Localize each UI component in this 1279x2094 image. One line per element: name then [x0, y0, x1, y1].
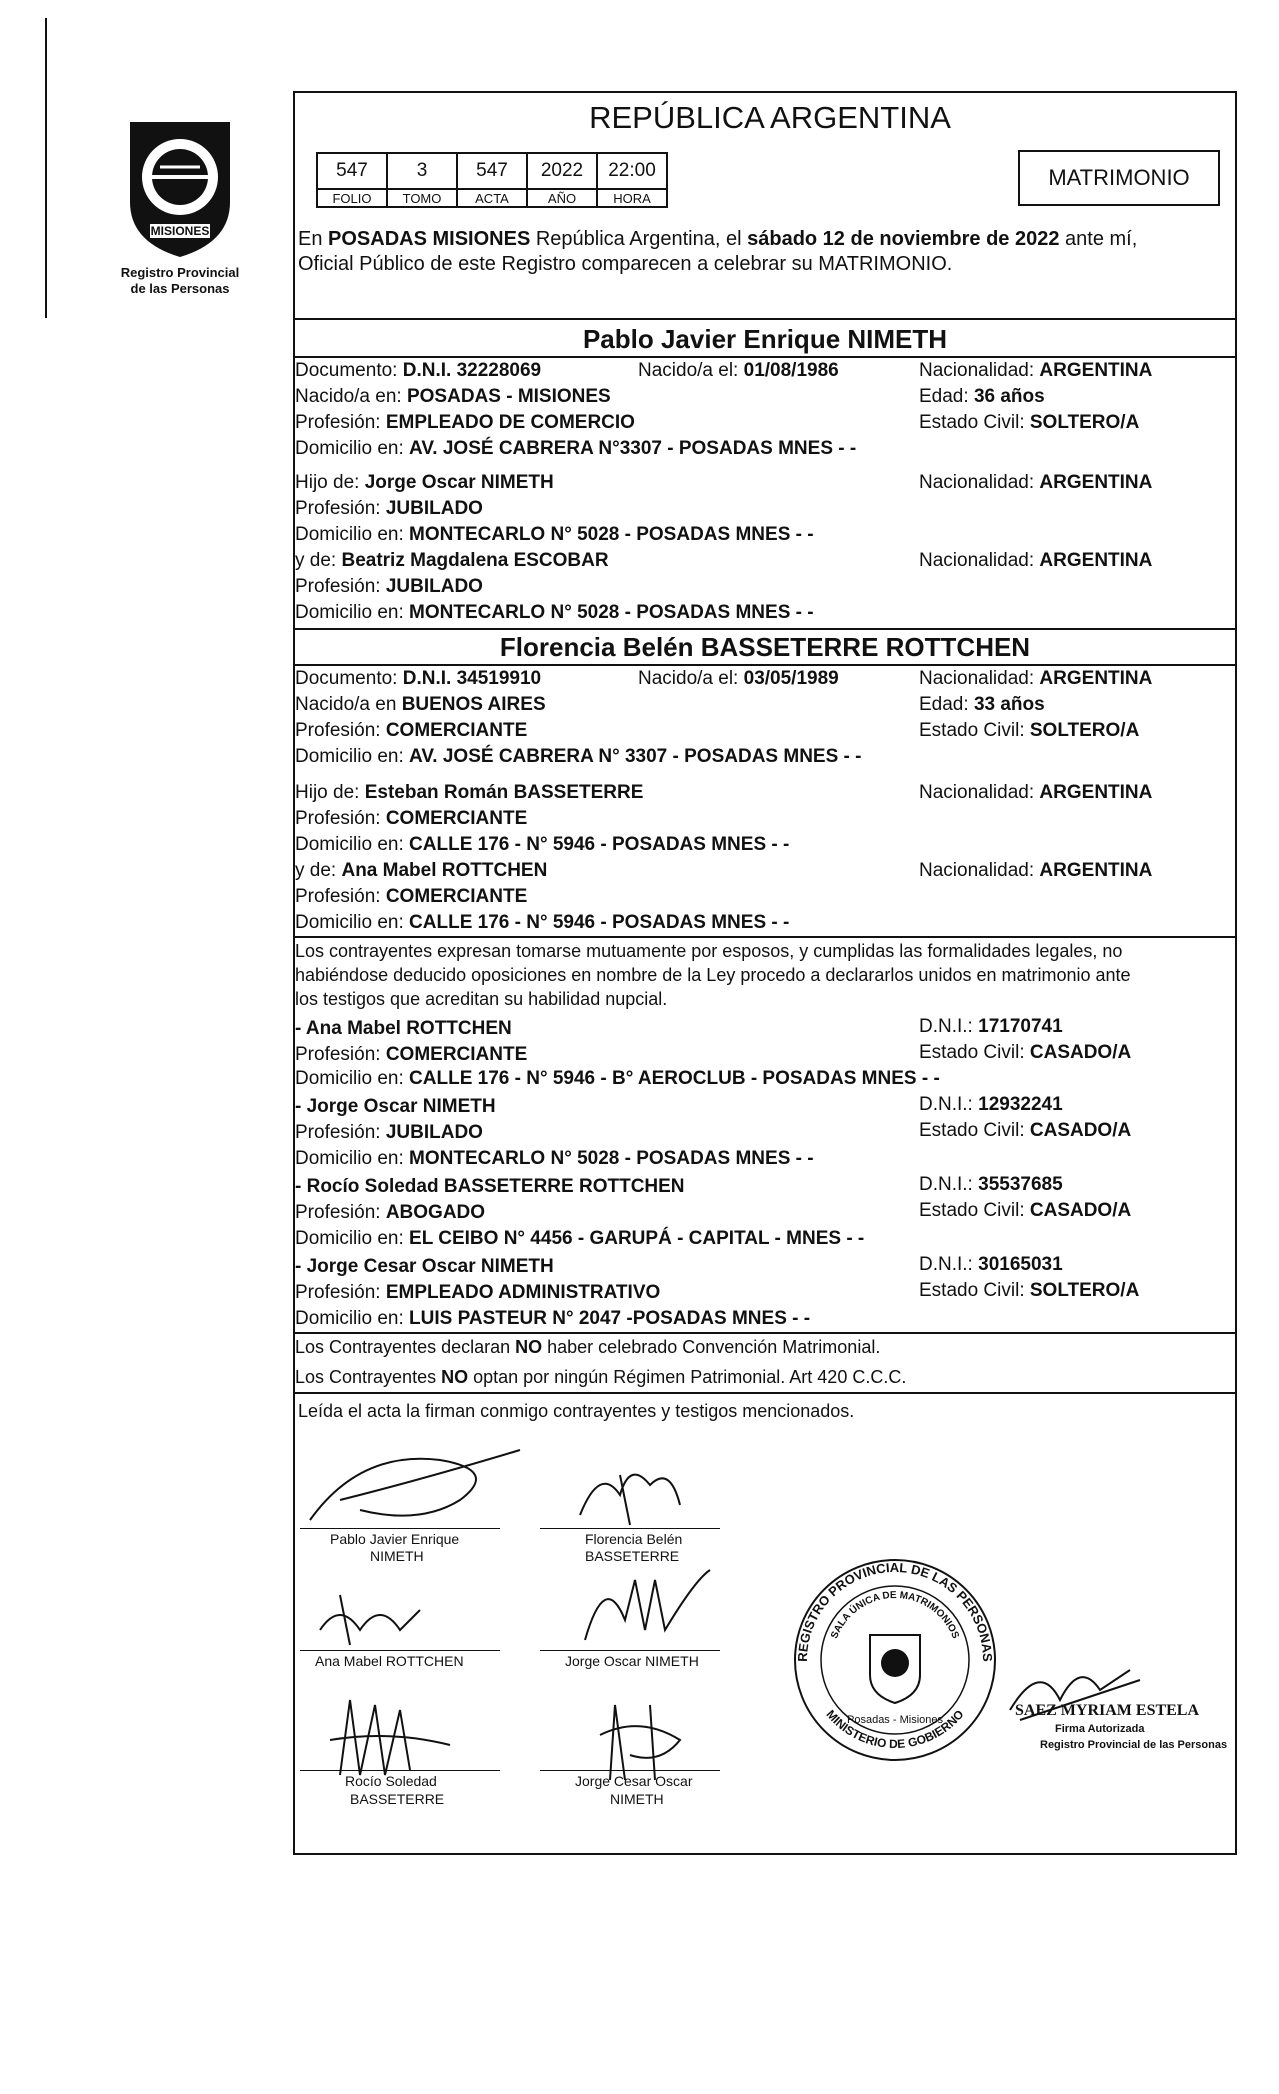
divider: [293, 1332, 1237, 1334]
divider: [293, 318, 1237, 320]
witness-name: - Jorge Cesar Oscar NIMETH: [295, 1256, 554, 1277]
witness-civil-status: Estado Civil: CASADO/A: [919, 1200, 1132, 1221]
witness-dni: D.N.I.: 35537685: [919, 1174, 1063, 1195]
witness-name: - Rocío Soledad BASSETERRE ROTTCHEN: [295, 1176, 685, 1197]
signature-label: Pablo Javier Enrique: [330, 1531, 460, 1547]
signature-line: [540, 1528, 720, 1529]
stamp-bottom-text: MINISTERIO DE GOBIERNO: [823, 1707, 967, 1752]
spouse2-mother-nationality: Nacionalidad: ARGENTINA: [919, 860, 1153, 881]
official-role: Firma Autorizada: [1055, 1723, 1145, 1735]
spouse1-profession: Profesión: EMPLEADO DE COMERCIO: [295, 412, 635, 433]
signature-label: BASSETERRE: [585, 1548, 680, 1564]
witness-address: Domicilio en: EL CEIBO N° 4456 - GARUPÁ - CAPITAL - MNES - -: [295, 1228, 865, 1249]
spouse2-name: Florencia Belén BASSETERRE ROTTCHEN: [499, 632, 1031, 662]
signature-line: [300, 1650, 500, 1651]
signature-label: NIMETH: [370, 1548, 424, 1564]
spouse1-father-nationality: Nacionalidad: ARGENTINA: [919, 472, 1153, 493]
margin-line: [45, 18, 47, 318]
official-role: Registro Provincial de las Personas: [1040, 1739, 1228, 1751]
svg-text:SALA ÚNICA DE MATRIMONIOS: [829, 1590, 961, 1641]
divider: [293, 1392, 1237, 1394]
spouse2-birthdate: Nacido/a el: 03/05/1989: [638, 668, 839, 689]
spouse2-profession: Profesión: COMERCIANTE: [295, 720, 528, 741]
spouse2-nationality: Nacionalidad: ARGENTINA: [919, 668, 1153, 689]
signature-line: [540, 1770, 720, 1771]
stamp-inner-text: SALA ÚNICA DE MATRIMONIOS: [829, 1589, 961, 1641]
intro-line2: Oficial Público de este Registro comparecen a celebrar su MATRIMONIO.: [298, 253, 953, 275]
divider: [293, 936, 1237, 938]
signature-line: [540, 1650, 720, 1651]
year-value: 2022: [527, 153, 597, 189]
seal-caption: MISIONES: [150, 224, 210, 238]
spouse1-address: Domicilio en: AV. JOSÉ CABRERA N°3307 - POSADAS MNES - -: [295, 438, 857, 459]
witness-address: Domicilio en: CALLE 176 - N° 5946 - B° AEROCLUB - POSADAS MNES - -: [295, 1068, 940, 1089]
registry-name-line2: de las Personas: [130, 281, 230, 296]
spouse2-address: Domicilio en: AV. JOSÉ CABRERA N° 3307 - POSADAS MNES - -: [295, 746, 862, 767]
stamp-ring-text: REGISTRO PROVINCIAL DE LAS PERSONAS: [794, 1559, 996, 1662]
spouse2-birthplace: Nacido/a en BUENOS AIRES: [295, 694, 546, 715]
witness-name: - Jorge Oscar NIMETH: [295, 1096, 496, 1117]
witness-profession: Profesión: ABOGADO: [295, 1202, 486, 1223]
witness-civil-status: Estado Civil: CASADO/A: [919, 1120, 1132, 1141]
spouse2-father: Hijo de: Esteban Román BASSETERRE: [295, 782, 644, 803]
declaration-line: Los contrayentes expresan tomarse mutuamente por esposos, y cumplidas las formalidades legales, no: [295, 941, 1123, 961]
registry-name-line1: Registro Provincial: [120, 265, 240, 280]
signature-scribble: [310, 1590, 430, 1655]
year-label: AÑO: [527, 189, 597, 207]
spouse1-nationality: Nacionalidad: ARGENTINA: [919, 360, 1153, 381]
signature-label: Rocío Soledad: [345, 1773, 437, 1789]
witness-dni: D.N.I.: 30165031: [919, 1254, 1063, 1275]
folio-value: 547: [317, 153, 387, 189]
spouse1-birthplace: Nacido/a en: POSADAS - MISIONES: [295, 386, 611, 407]
signature-line: [300, 1528, 500, 1529]
registry-record-table: [316, 152, 668, 208]
tomo-label: TOMO: [387, 189, 457, 207]
spouse2-mother: y de: Ana Mabel ROTTCHEN: [295, 860, 548, 881]
convention-statement: Los Contrayentes declaran NO haber celebrado Convención Matrimonial.: [295, 1337, 881, 1357]
spouse1-document: Documento: D.N.I. 32228069: [295, 360, 542, 381]
spouse1-father-address: Domicilio en: MONTECARLO N° 5028 - POSADAS MNES - -: [295, 524, 814, 545]
spouse1-age: Edad: 36 años: [919, 386, 1045, 407]
signature-label: Jorge Oscar NIMETH: [565, 1653, 699, 1669]
folio-label: FOLIO: [317, 189, 387, 207]
acta-label: ACTA: [457, 189, 527, 207]
intro-text: En: [298, 228, 329, 250]
witness-profession: Profesión: JUBILADO: [295, 1122, 483, 1143]
spouse1-father: Hijo de: Jorge Oscar NIMETH: [295, 472, 554, 493]
spouse2-age: Edad: 33 años: [919, 694, 1045, 715]
spouse1-mother: y de: Beatriz Magdalena ESCOBAR: [295, 550, 609, 571]
stamp-city: Posadas - Misiones: [847, 1714, 943, 1726]
act-type-box: MATRIMONIO: [1018, 150, 1220, 206]
regime-statement: Los Contrayentes NO optan por ningún Régimen Patrimonial. Art 420 C.C.C.: [295, 1367, 907, 1387]
tomo-value: 3: [387, 153, 457, 189]
witness-civil-status: Estado Civil: SOLTERO/A: [919, 1280, 1140, 1301]
witness-name: - Ana Mabel ROTTCHEN: [295, 1018, 512, 1039]
intro-text: ante mí,: [1059, 228, 1138, 250]
country-title: REPÚBLICA ARGENTINA: [589, 100, 951, 135]
intro-date: sábado 12 de noviembre de 2022: [747, 228, 1060, 250]
witness-civil-status: Estado Civil: CASADO/A: [919, 1042, 1132, 1063]
signature-label: BASSETERRE: [350, 1791, 445, 1807]
spouse2-civil-status: Estado Civil: SOLTERO/A: [919, 720, 1140, 741]
signature-line: [300, 1770, 500, 1771]
spouse1-mother-nationality: Nacionalidad: ARGENTINA: [919, 550, 1153, 571]
spouse1-father-profession: Profesión: JUBILADO: [295, 498, 483, 519]
spouse1-birthdate: Nacido/a el: 01/08/1986: [638, 360, 839, 381]
signature-label: NIMETH: [610, 1791, 664, 1807]
witness-dni: D.N.I.: 17170741: [919, 1016, 1063, 1037]
time-label: HORA: [597, 189, 667, 207]
signature-scribble: [575, 1560, 715, 1655]
acta-value: 547: [457, 153, 527, 189]
reading-statement: Leída el acta la firman conmigo contrayentes y testigos mencionados.: [298, 1401, 855, 1421]
intro-place: POSADAS MISIONES: [328, 228, 531, 250]
intro-line1: [298, 228, 1137, 250]
spouse2-mother-address: Domicilio en: CALLE 176 - N° 5946 - POSADAS MNES - -: [295, 912, 790, 933]
spouse2-mother-profession: Profesión: COMERCIANTE: [295, 886, 528, 907]
witness-profession: Profesión: EMPLEADO ADMINISTRATIVO: [295, 1282, 661, 1303]
signature-label: Jorge Cesar Oscar: [575, 1773, 693, 1789]
spouse1-civil-status: Estado Civil: SOLTERO/A: [919, 412, 1140, 433]
divider: [293, 664, 1237, 666]
spouse1-name: Pablo Javier Enrique NIMETH: [582, 324, 948, 354]
divider: [293, 628, 1237, 630]
declaration-line: los testigos que acreditan su habilidad nupcial.: [295, 989, 668, 1009]
witness-address: Domicilio en: MONTECARLO N° 5028 - POSADAS MNES - -: [295, 1148, 814, 1169]
spouse2-father-profession: Profesión: COMERCIANTE: [295, 808, 528, 829]
signature-label: Ana Mabel ROTTCHEN: [315, 1653, 464, 1669]
witness-dni: D.N.I.: 12932241: [919, 1094, 1063, 1115]
official-name: SAEZ MYRIAM ESTELA: [1015, 1702, 1200, 1719]
divider: [293, 356, 1237, 358]
spouse2-father-nationality: Nacionalidad: ARGENTINA: [919, 782, 1153, 803]
time-value: 22:00: [597, 153, 667, 189]
witness-address: Domicilio en: LUIS PASTEUR N° 2047 -POSADAS MNES - -: [295, 1308, 811, 1329]
spouse2-father-address: Domicilio en: CALLE 176 - N° 5946 - POSADAS MNES - -: [295, 834, 790, 855]
svg-text:REGISTRO PROVINCIAL DE LAS PER: [795, 1560, 995, 1662]
spouse2-document: Documento: D.N.I. 34519910: [295, 668, 542, 689]
registry-seal-logo: [110, 112, 250, 262]
declaration-line: habiéndose deducido oposiciones en nombre de la Ley procedo a declararlos unidos en matrimonio ante: [295, 965, 1131, 985]
official-stamp: [790, 1555, 1000, 1765]
spouse1-mother-address: Domicilio en: MONTECARLO N° 5028 - POSADAS MNES - -: [295, 602, 814, 623]
spouse1-mother-profession: Profesión: JUBILADO: [295, 576, 483, 597]
intro-text: República Argentina, el: [530, 228, 748, 250]
signature-label: Florencia Belén: [585, 1531, 683, 1547]
witness-profession: Profesión: COMERCIANTE: [295, 1044, 528, 1065]
